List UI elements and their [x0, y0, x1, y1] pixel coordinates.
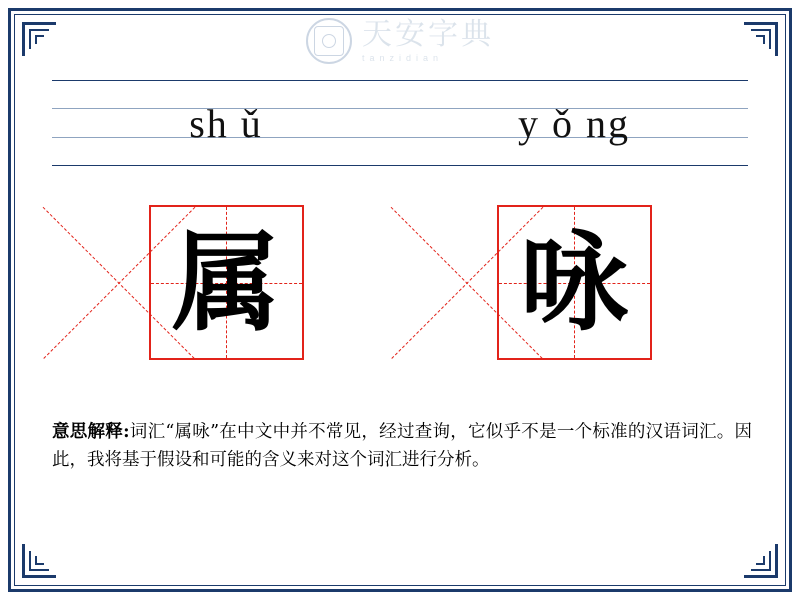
logo-text — [362, 16, 494, 63]
explanation-text: 词汇“属咏”在中文中并不常见，经过查询，它似乎不是一个标准的汉语词汇。因此，我将基于假设和可能的含义来对这个词汇进行分析。 — [52, 422, 752, 470]
explanation-block — [52, 418, 752, 474]
character-row — [52, 205, 748, 365]
explanation-label: 意思解释: — [52, 422, 130, 442]
logo-title-cn: 天安字典 — [362, 16, 494, 52]
logo-title-en: tanzidian — [362, 52, 444, 63]
tian-zi-ge-grid — [497, 205, 652, 360]
pinyin-second: y ǒ ng — [518, 100, 630, 146]
pinyin-row — [52, 80, 748, 166]
character-glyph-first: 属 — [171, 219, 280, 346]
tian-zi-ge-grid — [149, 205, 304, 360]
seal-icon — [306, 18, 352, 64]
pinyin-first: sh ǔ — [189, 100, 263, 146]
watermark-logo — [306, 18, 494, 64]
character-cell-first — [52, 205, 400, 365]
corner-ornament-top-left — [22, 22, 56, 56]
character-glyph-second: 咏 — [519, 219, 628, 346]
corner-ornament-bottom-right — [744, 544, 778, 578]
corner-ornament-bottom-left — [22, 544, 56, 578]
corner-ornament-top-right — [744, 22, 778, 56]
character-cell-second — [400, 205, 748, 365]
